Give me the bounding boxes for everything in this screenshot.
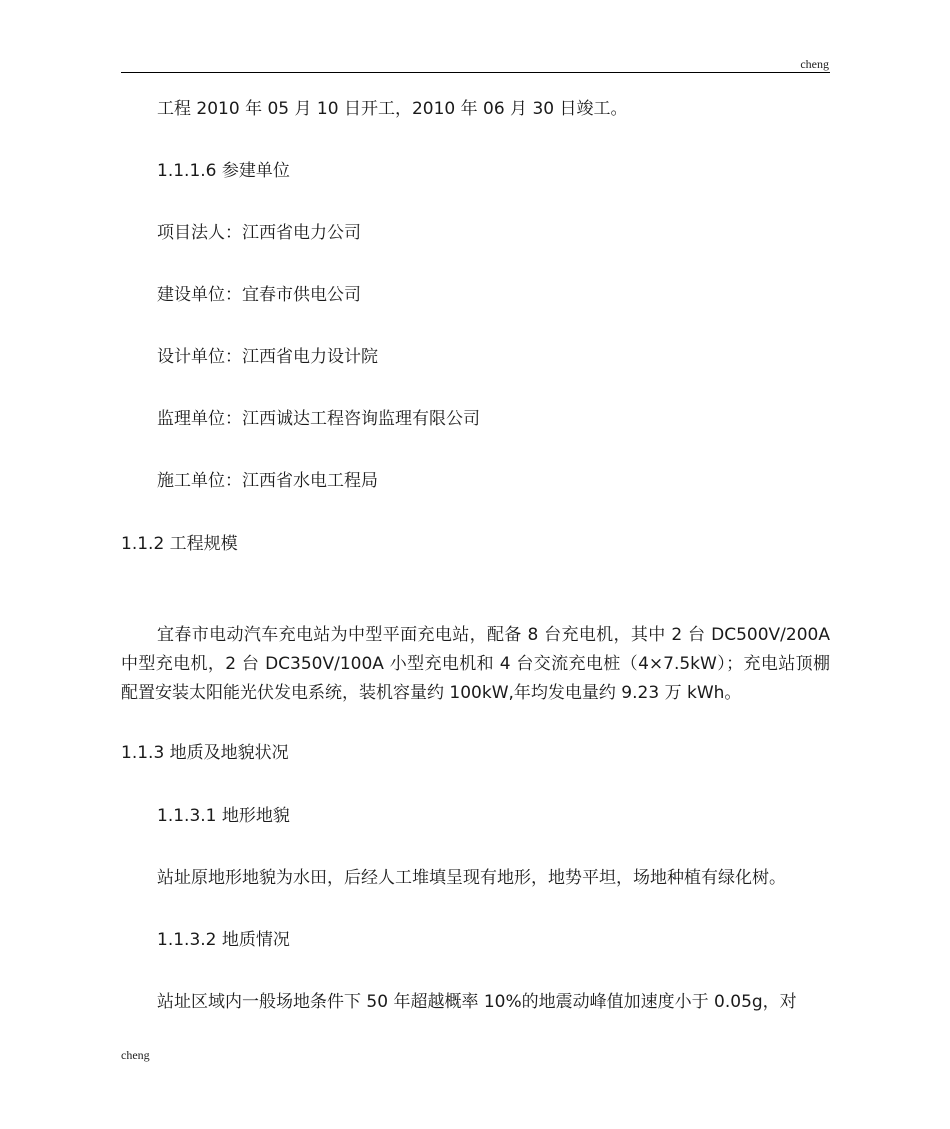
contractor-unit: 施工单位：江西省水电工程局	[157, 471, 378, 491]
page-header-text: cheng	[800, 57, 829, 71]
scale-paragraph: 宜春市电动汽车充电站为中型平面充电站，配备 8 台充电机，其中 2 台 DC500V/200A 中型充电机，2 台 DC350V/100A 小型充电机和 4 台交流充电桩（4×7.5kW）；充电站顶棚配置安装太阳能光伏发电系统，装机容量约 100kW,年均发电量约 9.23 万 kWh。	[121, 625, 830, 703]
construction-unit: 建设单位：宜春市供电公司	[157, 285, 361, 305]
geology-paragraph: 站址区域内一般场地条件下 50 年超越概率 10%的地震动峰值加速度小于 0.05g，对	[157, 992, 797, 1012]
header-rule	[121, 72, 830, 73]
section-heading-geology: 1.1.3 地质及地貌状况	[121, 743, 289, 763]
completion-dates-line: 工程 2010 年 05 月 10 日开工，2010 年 06 月 30 日竣工。	[157, 99, 628, 119]
section-heading-geology-condition: 1.1.3.2 地质情况	[157, 930, 290, 950]
section-heading-participants: 1.1.1.6 参建单位	[157, 161, 290, 181]
supervision-unit: 监理单位：江西诚达工程咨询监理有限公司	[157, 409, 480, 429]
design-unit: 设计单位：江西省电力设计院	[157, 347, 378, 367]
section-heading-scale: 1.1.2 工程规模	[121, 534, 238, 554]
terrain-paragraph: 站址原地形地貌为水田，后经人工堆填呈现有地形，地势平坦，场地种植有绿化树。	[157, 868, 786, 888]
section-heading-terrain: 1.1.3.1 地形地貌	[157, 806, 290, 826]
page-footer-text: cheng	[121, 1048, 150, 1062]
project-legal-entity: 项目法人：江西省电力公司	[157, 223, 361, 243]
